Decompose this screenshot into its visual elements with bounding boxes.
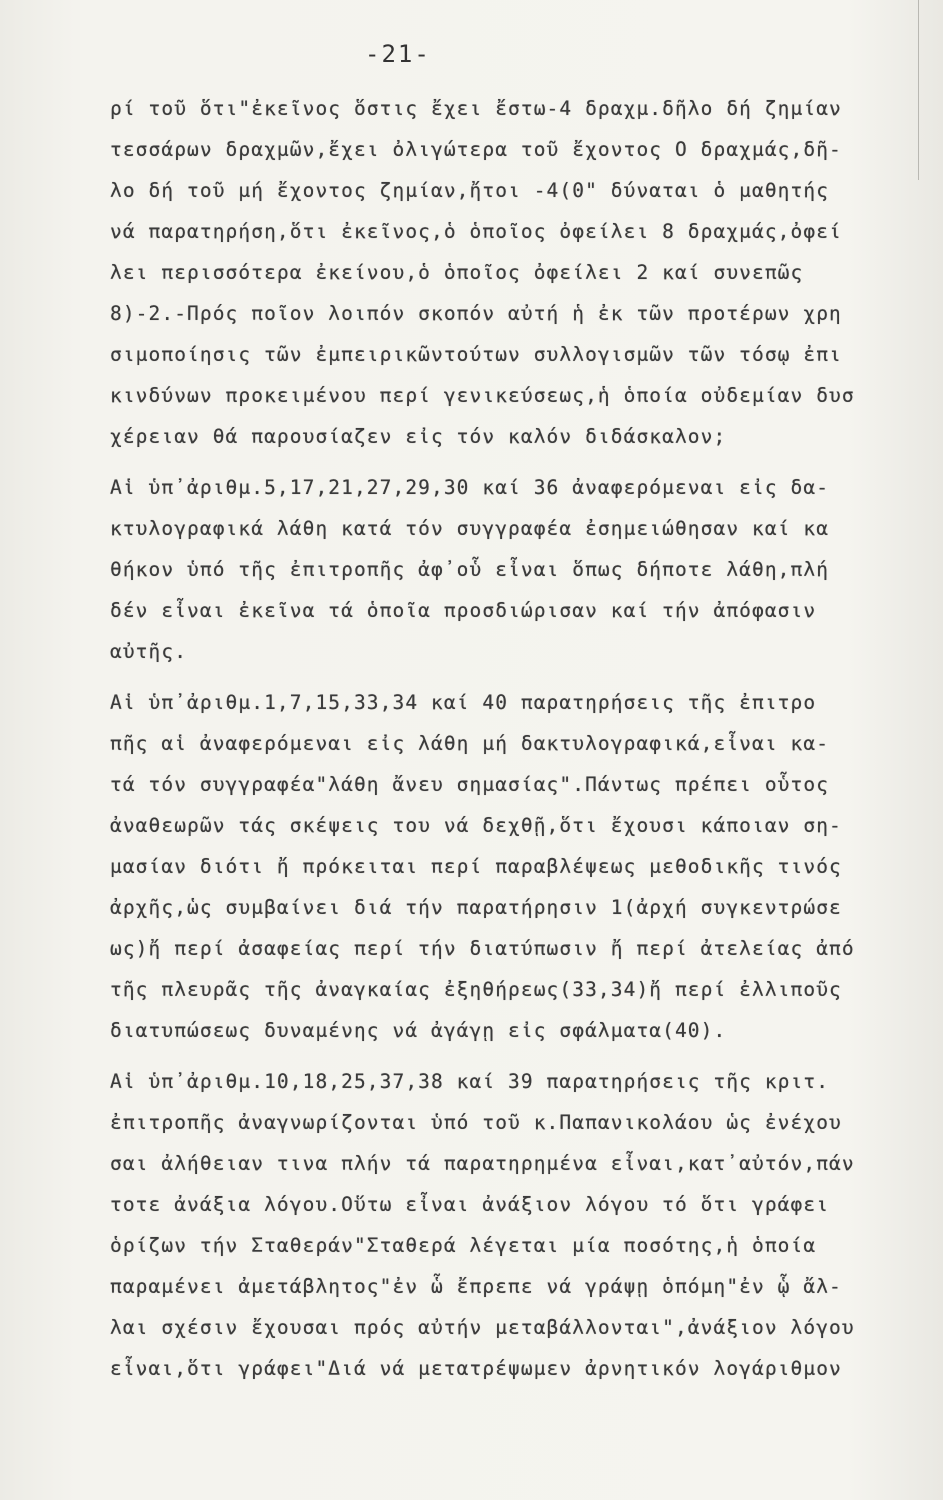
text-line: τεσσάρων δραχμῶν,ἔχει ὀλιγώτερα τοῦ ἔχοντος Ο δραχμάς,δῆ- [110, 138, 842, 161]
text-line: 8)-2.-Πρός ποῖον λοιπόν σκοπόν αὐτή ἡ ἐκ τῶν προτέρων χρη [110, 302, 842, 325]
text-line: νά παρατηρήση,ὅτι ἐκεῖνος,ὁ ὁποῖος ὀφείλει 8 δραχμάς,ὀφεί [110, 220, 842, 243]
text-line: ἀρχῆς,ὡς συμβαίνει διά τήν παρατήρησιν 1(ἀρχή συγκεντρώσε [110, 896, 842, 919]
text-line: σιμοποίησις τῶν ἐμπειρικῶντούτων συλλογισμῶν τῶν τόσῳ ἐπι [110, 343, 842, 366]
text-line: σαι ἀλήθειαν τινα πλήν τά παρατηρημένα εἶναι,κατ᾽αὐτόν,πάν [110, 1152, 855, 1175]
text-line: τῆς πλευρᾶς τῆς ἀναγκαίας ἐξηθήρεως(33,34)ἤ περί ἐλλιποῦς [110, 978, 842, 1001]
paragraph-gap [110, 1051, 910, 1061]
paragraph-gap [110, 672, 910, 682]
text-line: τά τόν συγγραφέα"λάθη ἄνευ σημασίας".Πάντως πρέπει οὗτος [110, 773, 830, 796]
text-line: κινδύνων προκειμένου περί γενικεύσεως,ἡ ὁποία οὐδεμίαν δυσ [110, 384, 855, 407]
body-text [110, 88, 910, 1389]
text-line: πῆς αἱ ἀναφερόμεναι εἰς λάθη μή δακτυλογραφικά,εἶναι κα- [110, 732, 830, 755]
page-number: -21- [365, 40, 431, 68]
text-line: ρί τοῦ ὅτι"ἐκεῖνος ὅστις ἔχει ἔστω-4 δραχμ.δῆλο δή ζημίαν [110, 97, 842, 120]
text-line: διατυπώσεως δυναμένης νά ἀγάγῃ εἰς σφάλματα(40). [110, 1019, 727, 1042]
text-line: λει περισσότερα ἐκείνου,ὁ ὁποῖος ὀφείλει 2 καί συνεπῶς [110, 261, 804, 284]
text-line: Αἱ ὑπ᾽ἀριθμ.1,7,15,33,34 καί 40 παρατηρήσεις τῆς ἐπιτρο [110, 691, 817, 714]
text-line: αὐτῆς. [110, 640, 188, 663]
text-line: ἐπιτροπῆς ἀναγνωρίζονται ὑπό τοῦ κ.Παπανικολάου ὡς ἐνέχου [110, 1111, 842, 1134]
text-line: ἀναθεωρῶν τάς σκέψεις του νά δεχθῇ,ὅτι ἔχουσι κάποιαν ση- [110, 814, 842, 837]
text-line: δέν εἶναι ἐκεῖνα τά ὁποῖα προσδιώρισαν καί τήν ἀπόφασιν [110, 599, 817, 622]
page-edge-line [918, 0, 919, 180]
text-line: ως)ἤ περί ἀσαφείας περί τήν διατύπωσιν ἤ περί ἀτελείας ἀπό [110, 937, 855, 960]
text-line: λο δή τοῦ μή ἔχοντος ζημίαν,ἤτοι -4(0" δύναται ὁ μαθητής [110, 179, 830, 202]
text-line: Αἱ ὑπ᾽ἀριθμ.10,18,25,37,38 καί 39 παρατηρήσεις τῆς κριτ. [110, 1070, 830, 1093]
text-line: λαι σχέσιν ἔχουσαι πρός αὐτήν μεταβάλλονται",ἀνάξιον λόγου [110, 1316, 855, 1339]
paragraph-gap [110, 457, 910, 467]
text-line: ὁρίζων τήν Σταθεράν"Σταθερά λέγεται μία ποσότης,ἡ ὁποία [110, 1234, 817, 1257]
text-line: τοτε ἀνάξια λόγου.Οὕτω εἶναι ἀνάξιον λόγου τό ὅτι γράφει [110, 1193, 830, 1216]
text-line: Αἱ ὑπ᾽ἀριθμ.5,17,21,27,29,30 καί 36 ἀναφερόμεναι εἰς δα- [110, 476, 830, 499]
text-line: κτυλογραφικά λάθη κατά τόν συγγραφέα ἐσημειώθησαν καί κα [110, 517, 830, 540]
text-line: παραμένει ἀμετάβλητος"ἐν ὧ ἔπρεπε νά γράψῃ ὁπόμη"ἐν ᾧ ἄλ- [110, 1275, 842, 1298]
text-line: θήκον ὑπό τῆς ἐπιτροπῆς ἀφ᾽οὗ εἶναι ὅπως δήποτε λάθη,πλή [110, 558, 830, 581]
text-line: εἶναι,ὅτι γράφει"Διά νά μετατρέψωμεν ἀρνητικόν λογάριθμον [110, 1357, 842, 1380]
text-line: χέρειαν θά παρουσίαζεν εἰς τόν καλόν διδάσκαλον; [110, 425, 727, 448]
text-line: μασίαν διότι ἤ πρόκειται περί παραβλέψεως μεθοδικῆς τινός [110, 855, 842, 878]
